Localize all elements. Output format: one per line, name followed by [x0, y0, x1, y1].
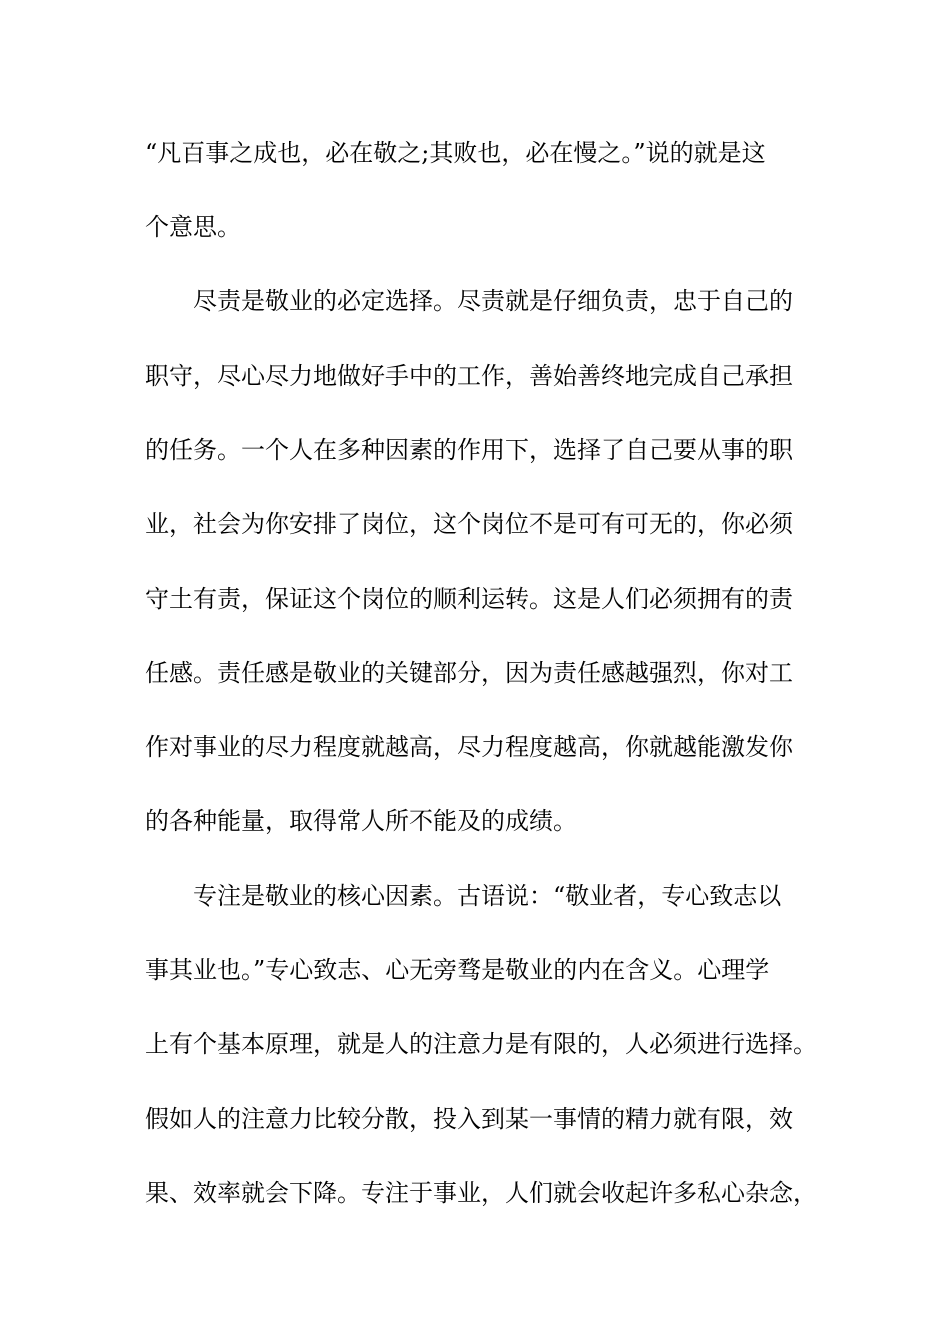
text-line-7: 守土有责，保证这个岗位的顺利运转。这是人们必须拥有的责 — [145, 585, 793, 613]
text-line-9: 作对事业的尽力程度就越高，尽力程度越高，你就越能激发你 — [145, 733, 793, 761]
text-line-11: 专注是敬业的核心因素。古语说：“敬业者，专心致志以 — [193, 882, 782, 910]
text-line-2: 个意思。 — [145, 213, 241, 241]
text-line-4: 职守，尽心尽力地做好手中的工作，善始善终地完成自己承担 — [145, 362, 793, 390]
text-line-8: 任感。责任感是敬业的关键部分，因为责任感越强烈，你对工 — [145, 659, 793, 687]
text-line-3: 尽责是敬业的必定选择。尽责就是仔细负责，忠于自己的 — [193, 287, 793, 315]
text-line-5: 的任务。一个人在多种因素的作用下，选择了自己要从事的职 — [145, 436, 793, 464]
text-line-13: 上有个基本原理，就是人的注意力是有限的，人必须进行选择。 — [145, 1030, 817, 1058]
text-line-15: 果、效率就会下降。专注于事业，人们就会收起许多私心杂念， — [145, 1179, 817, 1207]
text-line-10: 的各种能量，取得常人所不能及的成绩。 — [145, 807, 577, 835]
text-line-6: 业，社会为你安排了岗位，这个岗位不是可有可无的，你必须 — [145, 510, 793, 538]
text-line-1: “凡百事之成也，必在敬之;其败也，必在慢之。”说的就是这 — [145, 139, 766, 167]
text-line-12: 事其业也。”专心致志、心无旁骛是敬业的内在含义。心理学 — [145, 956, 770, 984]
text-line-14: 假如人的注意力比较分散，投入到某一事情的精力就有限，效 — [145, 1105, 793, 1133]
